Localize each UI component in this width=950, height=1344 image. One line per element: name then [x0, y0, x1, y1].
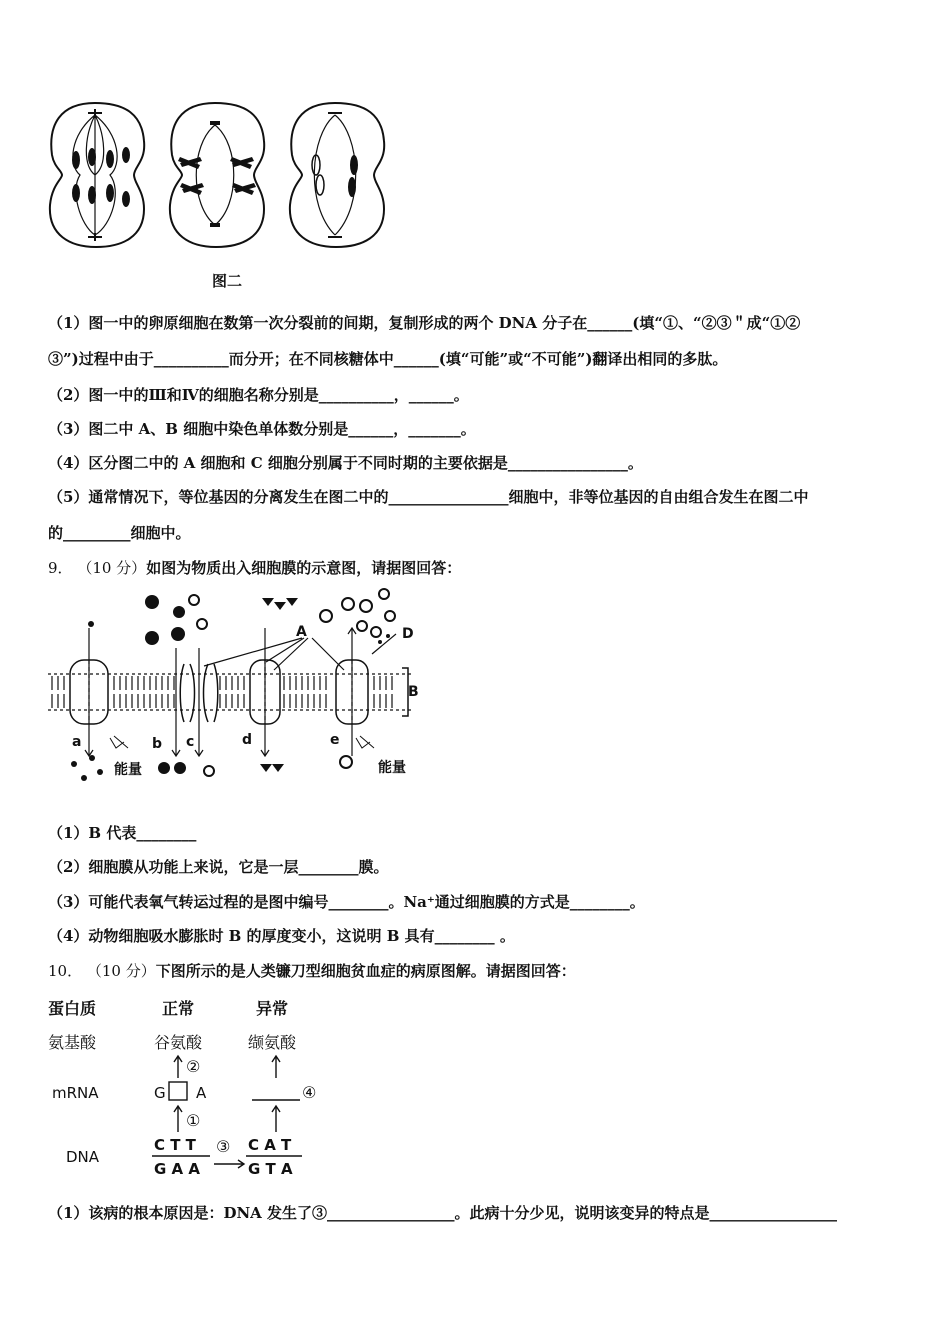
fig-normal-label: 正常 [162, 999, 195, 1018]
q9-heading [48, 557, 461, 578]
q9-number: 9． [48, 559, 73, 577]
fig-abnormal-label: 异常 [256, 999, 289, 1018]
cell-a-spindle [73, 115, 117, 235]
q10-line-1: （1）该病的根本原因是：DNA 发生了③_________________。此病十分少见，说明该变异的特点是_________________ [48, 1204, 838, 1222]
membrane-label-b: b [152, 736, 163, 752]
membrane-label-B: B [408, 684, 419, 700]
fig-step-1: ① [186, 1111, 201, 1130]
q10-score: （10 分） [86, 962, 156, 980]
q9-score: （10 分） [77, 559, 147, 577]
membrane-label-d: d [242, 732, 253, 748]
q9-line-4: （4）动物细胞吸水膨胀时 B 的厚度变小，这说明 B 具有________ 。 [48, 927, 515, 945]
membrane-label-e: e [330, 732, 340, 748]
fig-val-label: 缬氨酸 [248, 1033, 297, 1052]
fig-amino-acid-label: 氨基酸 [48, 1033, 97, 1052]
q9-line-3: （3）可能代表氧气转运过程的是图中编号________。Na⁺通过细胞膜的方式是________。 [48, 893, 645, 911]
cell-b-spindle [196, 125, 234, 225]
sickle-cell-figure [44, 992, 344, 1182]
q8-line-3: （2）图一中的Ⅲ和Ⅳ的细胞名称分别是__________，______。 [48, 386, 469, 404]
membrane-figure [44, 588, 424, 788]
fig-mrna-blank-box [169, 1082, 187, 1100]
membrane-label-c: c [186, 734, 195, 750]
fig-protein-label: 蛋白质 [48, 999, 97, 1018]
fig-glu-label: 谷氨酸 [154, 1033, 203, 1052]
q8-line-4: （3）图二中 A、B 细胞中染色单体数分别是______，_______。 [48, 420, 476, 438]
cell-a-outline [50, 103, 144, 247]
fig-dna-abnormal-top: C A T [248, 1136, 292, 1154]
membrane-energy-right: 能量 [378, 760, 406, 776]
membrane-energy-left: 能量 [114, 762, 142, 778]
fig-dna-normal-bottom: G A A [154, 1160, 200, 1178]
fig-dna-label: DNA [66, 1148, 100, 1166]
fig-step-3: ③ [216, 1137, 231, 1156]
membrane-label-D: D [402, 626, 414, 642]
fig-mrna-label: mRNA [52, 1084, 99, 1102]
q8-line-7: 的_________细胞中。 [48, 524, 191, 542]
q8-line-5: （4）区分图二中的 A 细胞和 C 细胞分别属于不同时期的主要依据是________________。 [48, 454, 643, 472]
figure-2-cells [40, 95, 400, 255]
q8-line-1: （1）图一中的卵原细胞在数第一次分裂前的间期，复制形成的两个 DNA 分子在______(填“①、“②③＂成“①② [48, 314, 801, 332]
fig-step-4: ④ [302, 1083, 317, 1102]
q9-title: 如图为物质出入细胞膜的示意图，请据图回答： [146, 559, 462, 577]
membrane-label-a: a [72, 734, 82, 750]
q8-line-6: （5）通常情况下，等位基因的分离发生在图二中的________________细胞中，非等位基因的自由组合发生在图二中 [48, 488, 809, 506]
cell-c-outline [290, 103, 384, 247]
fig-dna-normal-top: C T T [154, 1136, 196, 1154]
figure-2-caption: 图二 [212, 272, 243, 290]
fig-mrna-a: A [196, 1084, 207, 1102]
q10-heading [48, 960, 576, 981]
fig-mrna-g: G [154, 1084, 166, 1102]
fig-dna-abnormal-bottom: G T A [248, 1160, 293, 1178]
q10-title: 下图所示的是人类镰刀型细胞贫血症的病原图解。请据图回答： [155, 962, 576, 980]
fig-step-2: ② [186, 1057, 201, 1076]
q10-number: 10． [48, 962, 83, 980]
membrane-label-A: A [296, 624, 307, 640]
q9-line-1: （1）B 代表________ [48, 824, 197, 842]
q9-line-2: （2）细胞膜从功能上来说，它是一层________膜。 [48, 858, 389, 876]
q8-line-2: ③”)过程中由于__________而分开；在不同核糖体中______(填“可能”或“不可能”)翻译出相同的多肽。 [48, 350, 728, 368]
